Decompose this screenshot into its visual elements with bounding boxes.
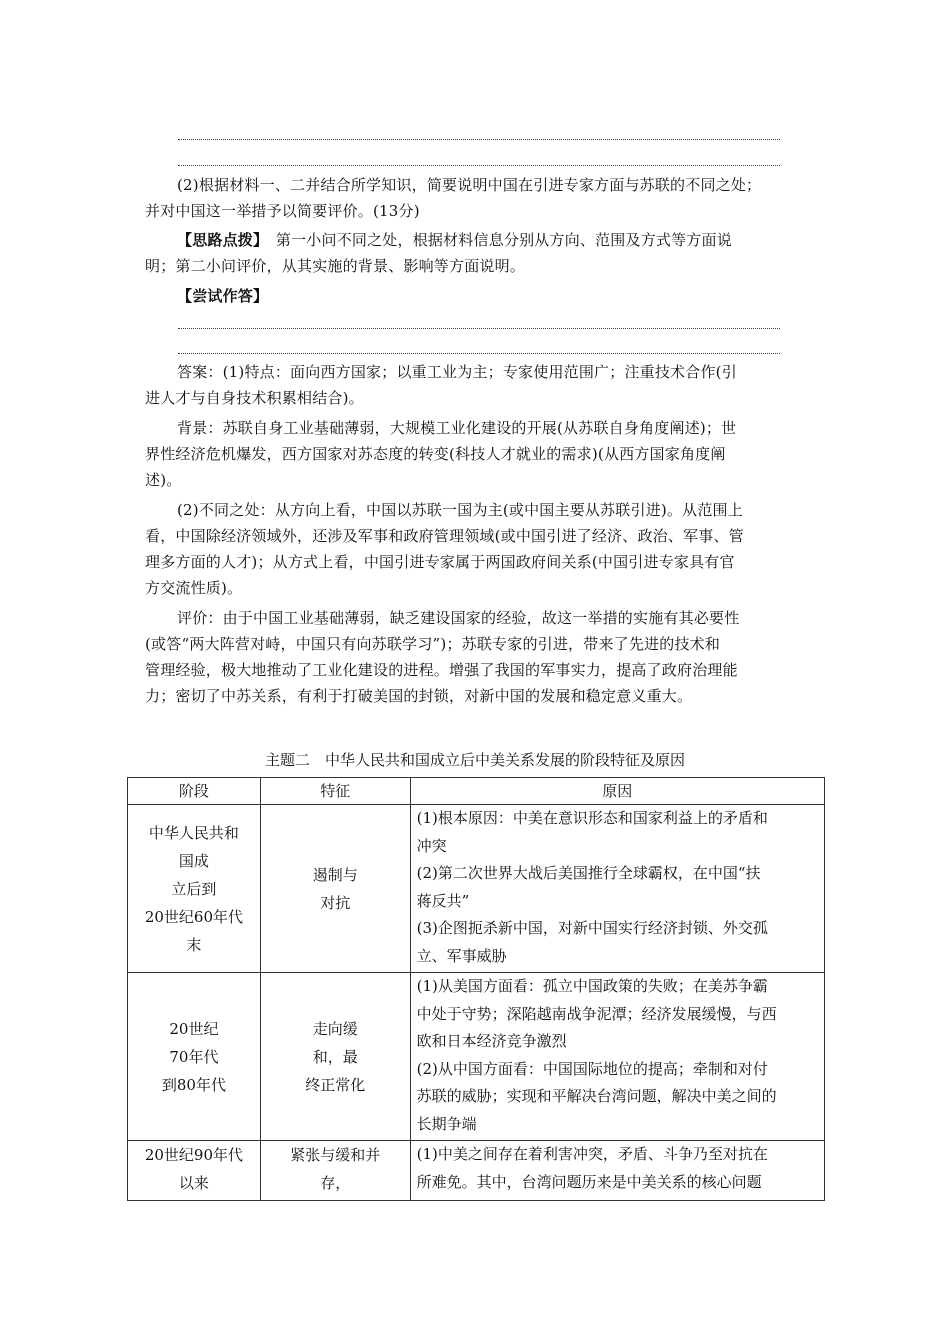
reason-line: 蒋反共” (416, 891, 470, 910)
reason-cell (410, 973, 824, 1141)
stage-line: 到80年代 (161, 1075, 226, 1094)
reason-line: (1)中美之间存在着利害冲突，矛盾、斗争乃至对抗在 (416, 1145, 768, 1163)
stage-line: 立后到 (171, 879, 217, 898)
answer-para-2 (145, 415, 805, 493)
reason-line: 冲突 (416, 836, 447, 855)
stage-line: 以来 (178, 1174, 209, 1192)
stage-line: 20世纪90年代 (144, 1146, 243, 1164)
stage-line: 中华人民共和 (148, 823, 239, 842)
feature-line: 和，最 (312, 1047, 358, 1066)
hint-label: 【思路点拨】 (177, 231, 261, 249)
feature-line: 走向缓 (312, 1019, 358, 1038)
answer-para-1 (145, 359, 805, 411)
feature-line: 对抗 (320, 893, 351, 912)
stage-line: 末 (186, 935, 202, 954)
feature-cell (260, 973, 410, 1141)
question-2 (145, 172, 805, 224)
table-row (128, 805, 825, 973)
answer-line: 答案：(1)特点：面向西方国家；以重工业为主；专家使用范围广；注重技术合作(引 (177, 363, 737, 381)
stage-line: 20世纪60年代 (144, 907, 243, 926)
reason-line: (3)企图扼杀新中国，对新中国实行经济封锁、外交孤 (416, 919, 768, 937)
answer-line: 界性经济危机爆发，西方国家对苏态度的转变(科技人才就业的需求)(从西方国家角度阐 (145, 445, 726, 463)
stage-line: 国成 (178, 851, 209, 870)
answer-blank-line-1 (178, 139, 780, 140)
feature-line: 遏制与 (312, 865, 358, 884)
hint-block (145, 227, 805, 279)
feature-line: 终正常化 (305, 1075, 366, 1094)
reason-line: 中处于守势；深陷越南战争泥潭；经济发展缓慢，与西 (416, 1004, 777, 1023)
answer-line: 理多方面的人才)；从方式上看，中国引进专家属于两国政府间关系(中国引进专家具有官 (145, 553, 735, 571)
header-feature: 特征 (260, 778, 410, 805)
reason-line: 长期争端 (416, 1114, 477, 1133)
question-line: 并对中国这一举措予以简要评价。(13分) (145, 202, 420, 220)
table-header-row (128, 778, 825, 805)
table-row (128, 973, 825, 1141)
attempt-label: 【尝试作答】 (177, 287, 269, 305)
table-title: 主题二 中华人民共和国成立后中美关系发展的阶段特征及原因 (264, 751, 685, 769)
reason-line: (1)从美国方面看：孤立中国政策的失败；在美苏争霸 (416, 977, 768, 995)
answer-line: 力；密切了中苏关系，有利于打破美国的封锁，对新中国的发展和稳定意义重大。 (145, 687, 693, 705)
stage-cell (128, 1141, 261, 1201)
answer-line: 看，中国除经济领域外，还涉及军事和政府管理领域(或中国引进了经济、政治、军事、管 (145, 527, 744, 545)
hint-text: 第一小问不同之处，根据材料信息分别从方向、范围及方式等方面说 (260, 231, 732, 249)
answer-line: 背景：苏联自身工业基础薄弱，大规模工业化建设的开展(从苏联自身角度阐述)；世 (177, 419, 737, 437)
answer-line: 评价：由于中国工业基础薄弱，缺乏建设国家的经验，故这一举措的实施有其必要性 (177, 609, 740, 627)
header-stage: 阶段 (128, 778, 261, 805)
reason-line: 苏联的威胁；实现和平解决台湾问题，解决中美之间的 (416, 1087, 777, 1105)
answer-line: 方交流性质)。 (145, 579, 243, 597)
answer-para-4 (145, 605, 805, 709)
answer-para-3 (145, 497, 805, 601)
topic-table (127, 777, 825, 1201)
reason-line: 立、军事威胁 (416, 946, 507, 965)
stage-line: 20世纪 (169, 1019, 219, 1038)
feature-cell (260, 1141, 410, 1201)
feature-cell (260, 805, 410, 973)
answer-line: 进人才与自身技术积累相结合)。 (145, 389, 364, 407)
feature-line: 紧张与缓和并 (290, 1146, 381, 1164)
reason-line: 欧和日本经济竞争激烈 (416, 1032, 567, 1050)
attempt-blank-line-1 (178, 328, 780, 329)
stage-cell (128, 805, 261, 973)
attempt-blank-line-2 (178, 353, 780, 354)
reason-line: (2)从中国方面看：中国国际地位的提高；牵制和对付 (416, 1059, 768, 1078)
reason-cell (410, 805, 824, 973)
answer-line: (2)不同之处：从方向上看，中国以苏联一国为主(或中国主要从苏联引进)。从范围上 (177, 501, 743, 519)
answer-blank-line-2 (178, 165, 780, 166)
answer-line: 管理经验，极大地推动了工业化建设的进程。增强了我国的军事实力，提高了政府治理能 (145, 661, 738, 679)
stage-line: 70年代 (169, 1047, 219, 1066)
reason-line: 所难免。其中，台湾问题历来是中美关系的核心问题 (416, 1172, 762, 1191)
reason-cell (410, 1141, 824, 1201)
answer-line: 述)。 (145, 471, 182, 489)
table-row (128, 1141, 825, 1201)
hint-text: 明；第二小问评价，从其实施的背景、影响等方面说明。 (145, 257, 526, 275)
header-reason: 原因 (410, 778, 824, 805)
reason-line: (2)第二次世界大战后美国推行全球霸权，在中国“扶 (416, 864, 761, 882)
feature-line: 存， (320, 1174, 351, 1192)
question-line: (2)根据材料一、二并结合所学知识，简要说明中国在引进专家方面与苏联的不同之处； (177, 176, 762, 194)
answer-line: (或答“两大阵营对峙，中国只有向苏联学习”)；苏联专家的引进，带来了先进的技术和 (145, 635, 721, 653)
reason-line: (1)根本原因：中美在意识形态和国家利益上的矛盾和 (416, 809, 768, 827)
stage-cell (128, 973, 261, 1141)
